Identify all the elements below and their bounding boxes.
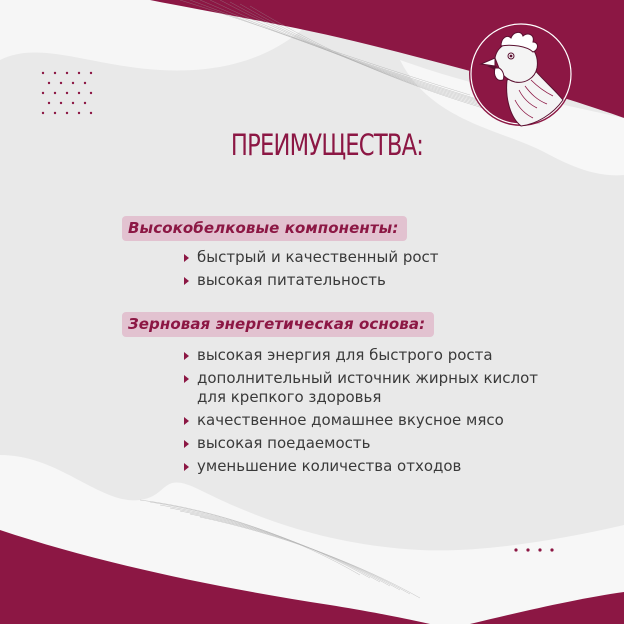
bullet-arrow-icon — [184, 352, 189, 360]
benefit-list — [122, 346, 582, 476]
section-heading-pill: Зерновая энергетическая основа: — [122, 312, 434, 337]
list-item: высокая поедаемость — [184, 434, 582, 453]
list-item: качественное домашнее вкусное мясо — [184, 411, 582, 430]
dot-grid-decoration — [40, 70, 100, 124]
bullet-arrow-icon — [184, 254, 189, 262]
page-title: ПРЕИМУЩЕСТВА: — [230, 128, 424, 162]
list-item: быстрый и качественный рост — [184, 248, 582, 267]
bullet-arrow-icon — [184, 277, 189, 285]
section-high-protein — [122, 216, 582, 294]
rooster-head-icon — [467, 20, 575, 128]
list-item: высокая энергия для быстрого роста — [184, 346, 582, 365]
list-item: высокая питательность — [184, 271, 582, 290]
section-heading-pill: Высокобелковые компоненты: — [122, 216, 407, 241]
four-dots-decoration — [512, 546, 558, 554]
benefit-list — [122, 248, 582, 290]
list-item: уменьшение количества отходов — [184, 457, 582, 476]
bullet-arrow-icon — [184, 375, 189, 383]
list-item: дополнительный источник жирных кислот для крепкого здоровья — [184, 369, 582, 407]
bullet-arrow-icon — [184, 463, 189, 471]
bullet-arrow-icon — [184, 440, 189, 448]
bullet-arrow-icon — [184, 417, 189, 425]
section-grain-energy — [122, 312, 582, 480]
